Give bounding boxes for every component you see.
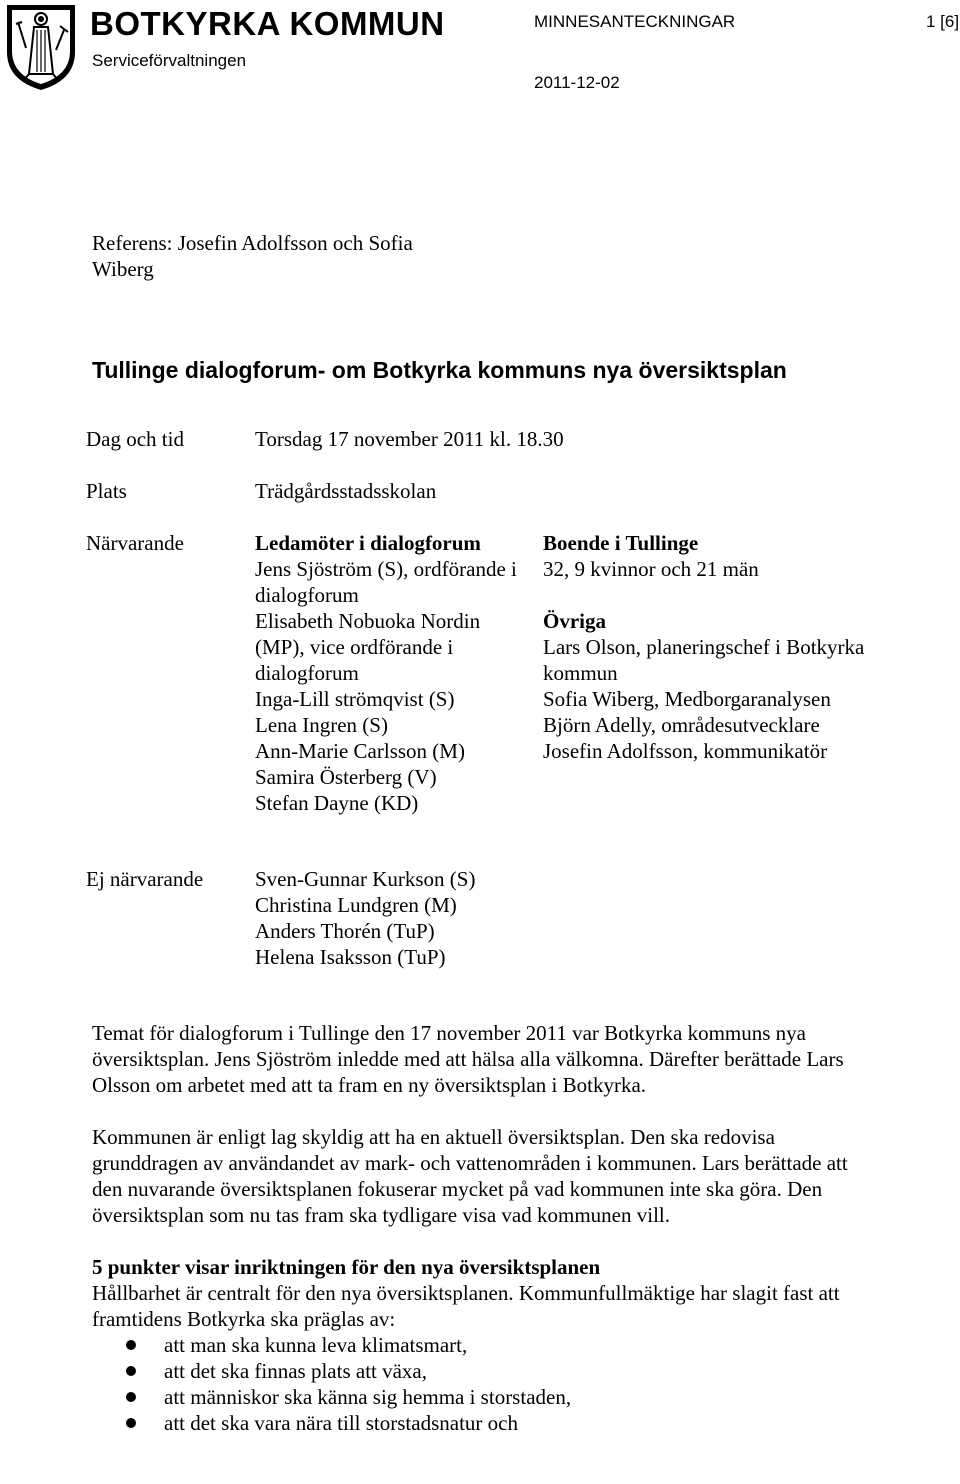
other-attendee: Björn Adelly, områdesutvecklare [543,713,820,737]
body-text [92,1020,872,1436]
bullet-list [92,1332,872,1436]
document-type: MINNESANTECKNINGAR [534,12,736,31]
bullet-icon [126,1366,136,1376]
member-item: Samira Österberg (V) [255,765,437,789]
list-item [92,1358,872,1384]
list-item-text: att människor ska känna sig hemma i storstaden, [164,1385,572,1409]
time-label: Dag och tid [86,427,184,451]
reference-line: Referens: Josefin Adolfsson och Sofia Wiberg [92,231,413,281]
list-item-text: att det ska finnas plats att växa, [164,1359,428,1383]
member-item: Lena Ingren (S) [255,713,388,737]
residents-heading: Boende i Tullinge [543,531,699,555]
member-item: Jens Sjöström (S), ordförande i dialogforum [255,557,517,607]
list-item-text: att det ska vara nära till storstadsnatur och [164,1411,518,1435]
member-item: Stefan Dayne (KD) [255,791,419,815]
other-attendee: Lars Olson, planeringschef i Botkyrka kommun [543,635,865,685]
page-number: 1 [6] [926,12,960,31]
attendees-other [543,530,953,764]
document-title: Tullinge dialogforum- om Botkyrka kommuns nya översiktsplan [92,357,787,383]
time-value: Torsdag 17 november 2011 kl. 18.30 [255,427,564,451]
bullet-icon [126,1418,136,1428]
absent-item: Christina Lundgren (M) [255,893,457,917]
place-value: Trädgårdsstadsskolan [255,479,437,503]
list-item [92,1410,872,1436]
paragraph-intro: Temat för dialogforum i Tullinge den 17 november 2011 var Botkyrka kommuns nya översiktsplan. Jens Sjöström inledde med att hälsa alla välkomna. Därefter berättade Lars Olsson om arbetet med att ta fram en ny översiktsplan i Botkyrka. [92,1021,844,1097]
department-name: Serviceförvaltningen [92,51,247,70]
brand-name: BOTKYRKA KOMMUN [90,5,445,42]
other-attendee: Josefin Adolfsson, kommunikatör [543,739,828,763]
member-item: Ann-Marie Carlsson (M) [255,739,465,763]
absent-list [255,866,575,970]
list-item [92,1332,872,1358]
member-item: Elisabeth Nobuoka Nordin (MP), vice ordförande i dialogforum [255,609,481,685]
list-item-text: att man ska kunna leva klimatsmart, [164,1333,468,1357]
document-date: 2011-12-02 [534,73,620,92]
absent-label: Ej närvarande [86,867,204,891]
member-item: Inga-Lill strömqvist (S) [255,687,455,711]
municipality-coat-of-arms-logo [4,2,78,92]
residents-value: 32, 9 kvinnor och 21 män [543,557,759,581]
section-intro: Hållbarhet är centralt för den nya översiktsplanen. Kommunfullmäktige har slagit fast att framtidens Botkyrka ska präglas av: [92,1281,840,1331]
present-label: Närvarande [86,531,184,555]
bullet-icon [126,1340,136,1350]
members-list [255,530,530,816]
list-item [92,1384,872,1410]
section-heading: 5 punkter visar inriktningen för den nya översiktsplanen [92,1255,601,1279]
absent-item: Anders Thorén (TuP) [255,919,435,943]
bullet-icon [126,1392,136,1402]
spacer [543,582,953,608]
members-heading: Ledamöter i dialogforum [255,531,481,555]
other-attendee: Sofia Wiberg, Medborgaranalysen [543,687,831,711]
absent-item: Sven-Gunnar Kurkson (S) [255,867,476,891]
paragraph-law: Kommunen är enligt lag skyldig att ha en aktuell översiktsplan. Den ska redovisa grunddragen av användandet av mark- och vattenområden i kommunen. Lars berättade att den nuvarande översiktsplanen fokuserar mycket på vad kommunen inte ska göra. Den översiktsplan som nu tas fram ska tydligare visa vad kommunen vill. [92,1125,848,1227]
absent-item: Helena Isaksson (TuP) [255,945,446,969]
place-label: Plats [86,479,127,503]
others-heading: Övriga [543,609,606,633]
